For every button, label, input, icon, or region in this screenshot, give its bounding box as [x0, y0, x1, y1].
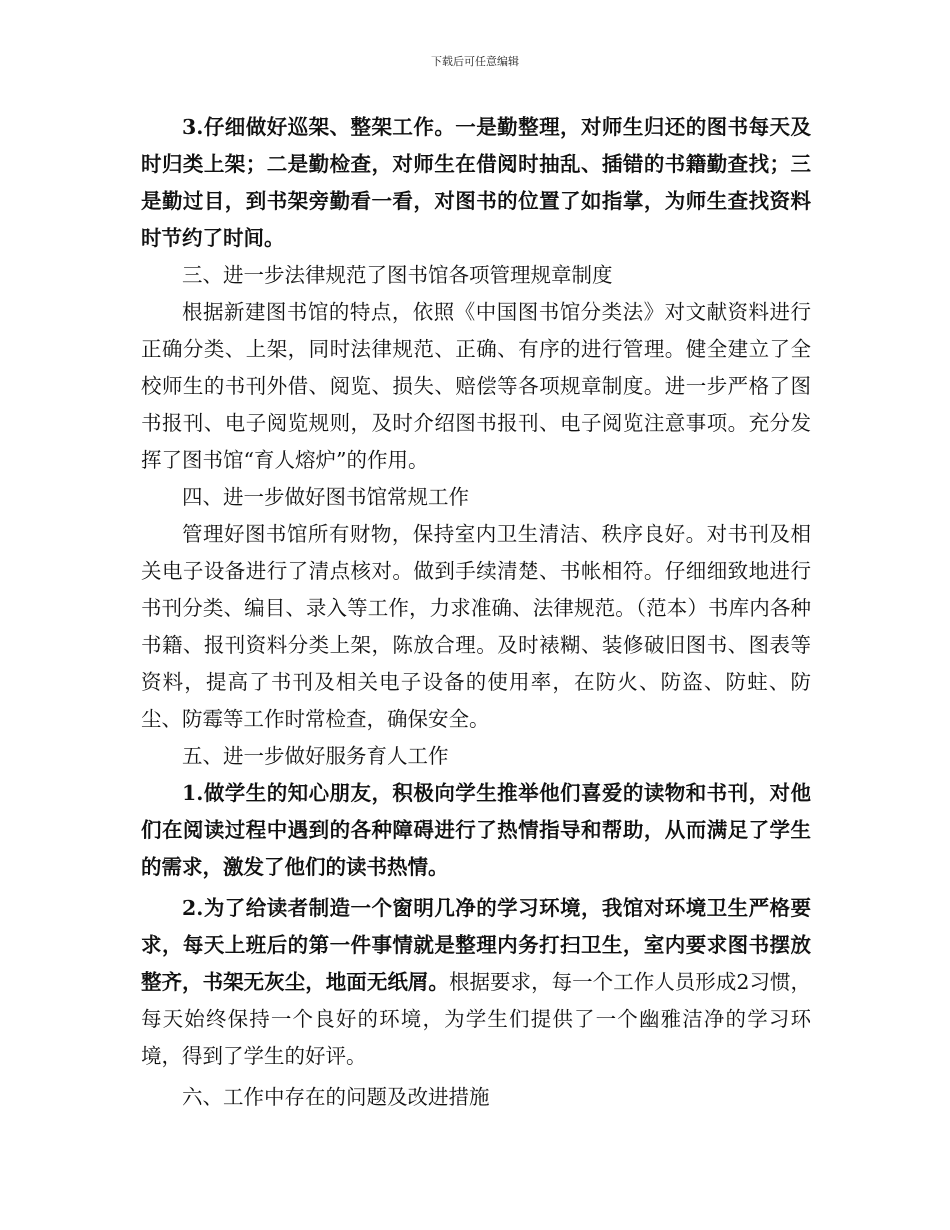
heading-section-3: 三、进一步法律规范了图书馆各项管理规章制度 — [182, 263, 613, 287]
paragraph-environment-rest: 根据要求，每一个工作人员形成2习惯，每天始终保持一个良好的环境，为学生们提供了一个幽雅洁净的学习环境，得到了学生的好评。 — [141, 970, 812, 1068]
heading-section-5: 五、进一步做好服务育人工作 — [182, 744, 449, 768]
paragraph-environment — [141, 890, 811, 1075]
paragraph-environment-bold: 2.为了给读者制造一个窗明几净的学习环境，我馆对环境卫生严格要求，每天上班后的第一件事情就是整理内务打扫卫生，室内要求图书摆放整齐，书架无灰尘，地面无纸屑。 — [141, 896, 811, 994]
paragraph-student-friends: 1.做学生的知心朋友，积极向学生推举他们喜爱的读物和书刊，对他们在阅读过程中遇到的各种障碍进行了热情指导和帮助，从而满足了学生的需求，激发了他们的读书热情。 — [141, 781, 811, 879]
paragraph-regulations: 根据新建图书馆的特点，依照《中国图书馆分类法》对文献资料进行正确分类、上架，同时法律规范、正确、有序的进行管理。健全建立了全校师生的书刊外借、阅览、损失、赔偿等各项规章制度。进一步严格了图书报刊、电子阅览规则，及时介绍图书报刊、电子阅览注意事项。充分发挥了图书馆“育人熔炉”的作用。 — [141, 300, 811, 472]
heading-section-6: 六、工作中存在的问题及改进措施 — [182, 1085, 490, 1109]
document-body — [141, 109, 811, 1116]
heading-section-4: 四、进一步做好图书馆常规工作 — [182, 485, 469, 509]
page-header: 下载后可任意编辑 — [431, 55, 519, 68]
paragraph-routine-work: 管理好图书馆所有财物，保持室内卫生清洁、秩序良好。对书刊及相关电子设备进行了清点核对。做到手续清楚、书帐相符。仔细细致地进行书刊分类、编目、录入等工作，力求准确、法律规范。（范本）书库内各种书籍、报刊资料分类上架，陈放合理。及时裱糊、装修破旧图书、图表等资料，提高了书刊及相关电子设备的使用率，在防火、防盗、防蛀、防尘、防霉等工作时常检查，确保安全。 — [141, 522, 811, 731]
paragraph-shelving: 3.仔细做好巡架、整架工作。一是勤整理，对师生归还的图书每天及时归类上架；二是勤检查，对师生在借阅时抽乱、插错的书籍勤查找；三是勤过目，到书架旁勤看一看，对图书的位置了如指掌，为师生查找资料时节约了时间。 — [141, 115, 811, 250]
